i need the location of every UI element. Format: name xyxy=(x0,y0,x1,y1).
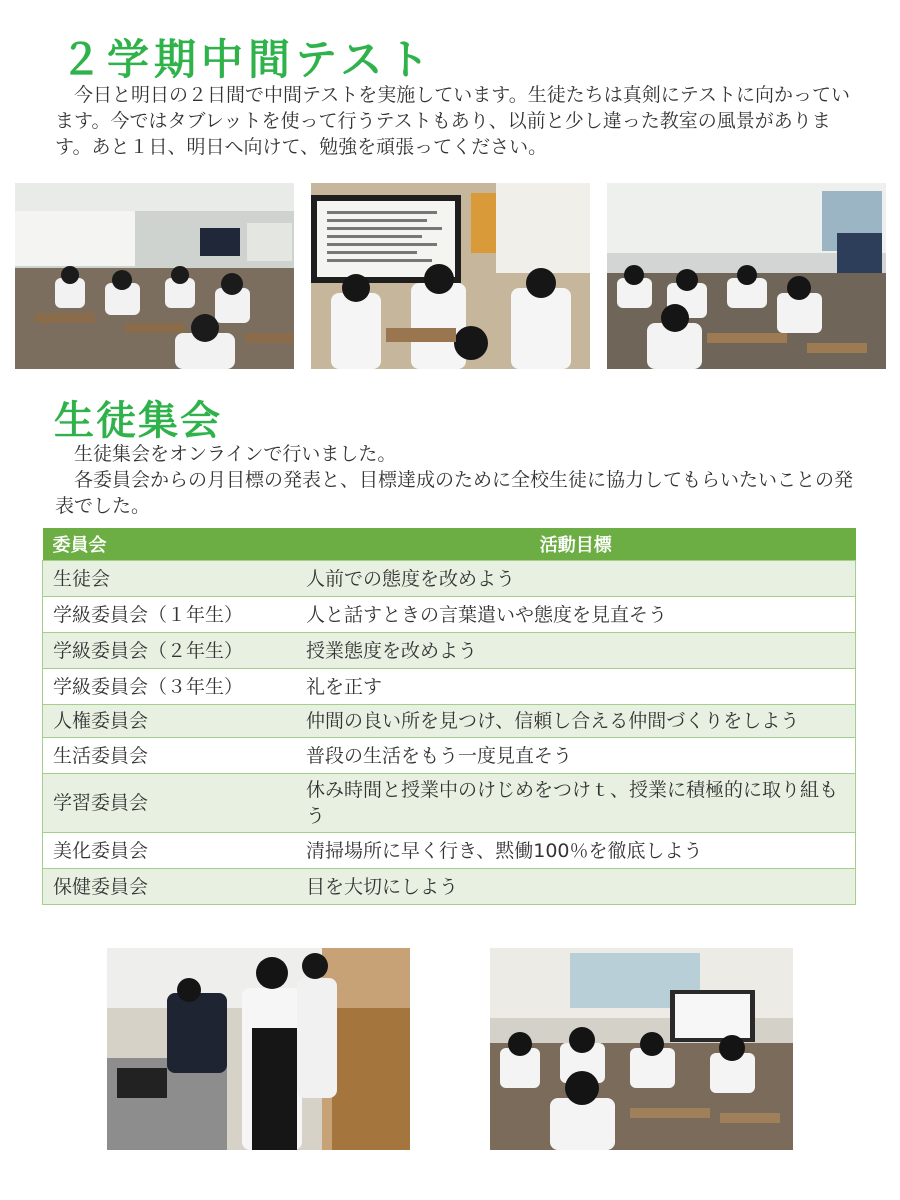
goal-cell: 目を大切にしよう xyxy=(296,869,856,905)
online-broadcast-photo xyxy=(107,948,410,1150)
section-title-assembly: 生徒集会 xyxy=(54,398,222,444)
table-row xyxy=(43,774,856,833)
table-row xyxy=(43,738,856,774)
goal-cell: 清掃場所に早く行き、黙働100％を徹底しよう xyxy=(296,833,856,869)
committee-cell: 学級委員会（１年生） xyxy=(43,597,297,633)
table-header-row xyxy=(43,528,856,561)
goal-cell: 授業態度を改めよう xyxy=(296,633,856,669)
table-row xyxy=(43,561,856,597)
goal-cell: 人と話すときの言葉遣いや態度を見直そう xyxy=(296,597,856,633)
midterm-paragraph: 今日と明日の２日間で中間テストを実施しています。生徒たちは真剣にテストに向かっています。今ではタブレットを使って行うテストもあり、以前と少し違った教室の風景があります。あと１日、明日へ向けて、勉強を頑張ってください。 xyxy=(55,84,850,158)
committee-goals-table xyxy=(42,528,856,905)
committee-cell: 生徒会 xyxy=(43,561,297,597)
classroom-photo-2 xyxy=(311,183,590,369)
committee-cell: 美化委員会 xyxy=(43,833,297,869)
header-goal: 活動目標 xyxy=(296,528,856,561)
section-title-midterm: ２学期中間テスト xyxy=(60,35,435,84)
classroom-photo-3 xyxy=(607,183,886,369)
goal-cell: 礼を正す xyxy=(296,669,856,705)
table-row xyxy=(43,597,856,633)
table-row xyxy=(43,833,856,869)
assembly-classroom-photo xyxy=(490,948,793,1150)
goal-cell: 休み時間と授業中のけじめをつけｔ、授業に積極的に取り組もう xyxy=(296,774,856,833)
table-row xyxy=(43,633,856,669)
committee-cell: 学習委員会 xyxy=(43,774,297,833)
goal-cell: 普段の生活をもう一度見直そう xyxy=(296,738,856,774)
committee-cell: 学級委員会（２年生） xyxy=(43,633,297,669)
committee-cell: 生活委員会 xyxy=(43,738,297,774)
header-committee: 委員会 xyxy=(43,528,297,561)
committee-cell: 学級委員会（３年生） xyxy=(43,669,297,705)
classroom-photo-1 xyxy=(15,183,294,369)
assembly-paragraph-2: 各委員会からの月目標の発表と、目標達成のために全校生徒に協力してもらいたいことの発表でした。 xyxy=(55,469,854,517)
goal-cell: 人前での態度を改めよう xyxy=(296,561,856,597)
committee-cell: 人権委員会 xyxy=(43,705,297,738)
table-row xyxy=(43,869,856,905)
goal-cell: 仲間の良い所を見つけ、信頼し合える仲間づくりをしよう xyxy=(296,705,856,738)
assembly-text xyxy=(55,441,855,519)
table-row xyxy=(43,669,856,705)
assembly-paragraph-1: 生徒集会をオンラインで行いました。 xyxy=(74,443,397,465)
committee-cell: 保健委員会 xyxy=(43,869,297,905)
table-row xyxy=(43,705,856,738)
